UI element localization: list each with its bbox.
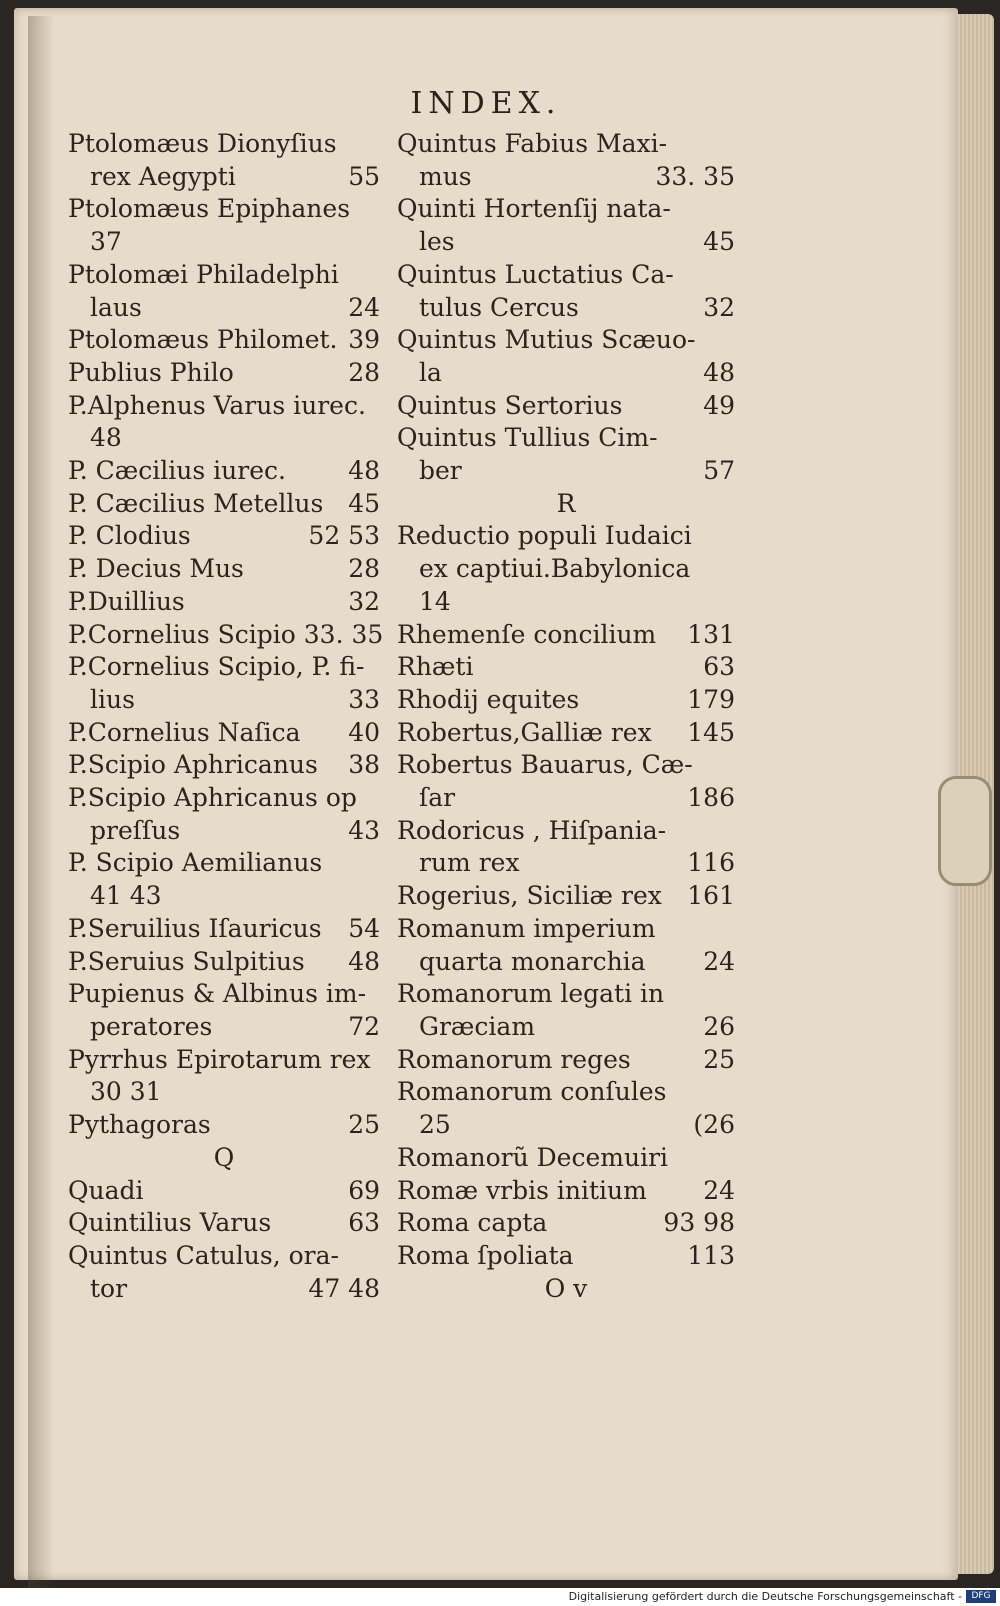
entry-text: Romanorum legati in	[397, 979, 665, 1009]
entry-text: Romanorũ Decemuiri	[397, 1142, 669, 1172]
entry-text: P.Scipio Aphricanus op	[68, 783, 357, 813]
index-entry	[68, 1207, 380, 1240]
index-entry-line	[397, 193, 735, 226]
index-entry-line	[68, 455, 380, 488]
page-reference: 24	[703, 946, 735, 976]
index-entry	[397, 749, 735, 814]
entry-text: mus	[419, 161, 472, 191]
entry-text: preſſus	[90, 815, 181, 845]
entry-text: 14	[419, 586, 451, 616]
entry-text: 48	[90, 423, 122, 453]
entry-text: P.Cornelius Naſica	[68, 717, 301, 747]
index-entry-line	[397, 913, 735, 946]
index-entry-line	[397, 847, 735, 880]
index-entry-line	[68, 782, 380, 815]
entry-text: Romanum imperium	[397, 913, 656, 943]
entry-text: la	[419, 357, 442, 387]
page-reference: 55	[348, 161, 380, 191]
page-reference	[372, 782, 380, 815]
entry-text: rum rex	[419, 848, 520, 878]
index-column-left	[68, 128, 384, 1305]
section-letter-text: Q	[213, 1142, 235, 1172]
entry-text: Rogerius, Siciliæ rex	[397, 881, 662, 911]
entry-text: Græciam	[419, 1011, 536, 1041]
entry-text: Romanorum reges	[397, 1044, 631, 1074]
index-entry-line	[68, 913, 380, 946]
entry-text: tor	[90, 1273, 128, 1303]
page-reference: 33. 35	[655, 161, 735, 191]
index-entry-line	[68, 1109, 380, 1142]
index-entry-line	[397, 128, 735, 161]
page-reference	[727, 586, 735, 619]
page-reference	[727, 913, 735, 946]
entry-text: quarta monarchia	[419, 946, 646, 976]
page-reference	[727, 324, 735, 357]
index-entry	[397, 1175, 735, 1208]
entry-text: Pythagoras	[68, 1110, 211, 1140]
index-entry	[68, 913, 380, 946]
index-entry	[68, 553, 380, 586]
entry-text: Ptolomæi Philadelphi	[68, 259, 339, 289]
index-entry	[397, 1240, 735, 1273]
index-entry-line	[397, 357, 735, 390]
entry-text: Quintus Tullius Cim-	[397, 423, 658, 453]
index-entry	[397, 815, 735, 880]
entry-text: Rodoricus , Hiſpania-	[397, 815, 667, 845]
index-entry	[68, 128, 380, 193]
page-reference: 45	[703, 227, 735, 257]
entry-text: Rhemenſe concilium	[397, 619, 657, 649]
index-entry-line	[397, 782, 735, 815]
index-entry-line	[397, 978, 735, 1011]
entry-text: Pupienus & Albinus im-	[68, 979, 367, 1009]
catchword-text: O v	[544, 1273, 588, 1303]
page-reference	[727, 259, 735, 292]
entry-text: Ptolomæus Philomet.	[68, 325, 338, 355]
index-entry	[68, 390, 380, 455]
index-entry-line	[397, 520, 735, 553]
page-reference: 32	[348, 586, 380, 616]
entry-text: Quintus Sertorius	[397, 390, 623, 420]
index-entry-line	[68, 684, 380, 717]
page-reference: 57	[703, 456, 735, 486]
entry-text: Quintus Catulus, ora-	[68, 1240, 339, 1270]
index-entry-line	[68, 357, 380, 390]
dfg-logo: DFG	[966, 1590, 996, 1603]
index-entry	[68, 1240, 380, 1305]
index-entry-line	[397, 292, 735, 325]
entry-text: Publius Philo	[68, 357, 234, 387]
page-reference: 72	[348, 1011, 380, 1041]
entry-text: P. Cæcilius Metellus	[68, 488, 324, 518]
index-entry-line	[68, 422, 380, 455]
index-entry-line	[397, 422, 735, 455]
index-entry-line	[397, 1011, 735, 1044]
index-entry-line	[397, 553, 735, 586]
section-letter	[397, 488, 735, 521]
entry-text: Quintus Luctatius Ca-	[397, 259, 674, 289]
index-entry-line	[68, 1240, 380, 1273]
page-reference: (26	[693, 1110, 735, 1140]
index-entry	[68, 488, 380, 521]
index-entry	[68, 847, 380, 912]
index-entry-line	[68, 1044, 380, 1077]
page-reference: 186	[687, 783, 735, 813]
page-reference: 179	[687, 684, 735, 714]
page-reference: 26	[703, 1011, 735, 1041]
index-entry-line	[397, 946, 735, 979]
index-entry-line	[397, 324, 735, 357]
index-entry-line	[68, 847, 380, 880]
index-entry-line	[397, 1109, 735, 1142]
index-entry-line	[68, 226, 380, 259]
index-entry-line	[68, 259, 380, 292]
footer	[0, 1588, 1000, 1606]
page-clip	[938, 776, 992, 886]
page-reference	[372, 390, 380, 423]
entry-text: Robertus,Galliæ rex	[397, 717, 652, 747]
entry-text: tulus Cercus	[419, 292, 579, 322]
entry-text: les	[419, 227, 455, 257]
entry-text: Quintilius Varus	[68, 1208, 272, 1238]
index-entry	[68, 651, 380, 716]
index-entry-line	[68, 586, 380, 619]
entry-text: Quadi	[68, 1175, 144, 1205]
entry-text: Robertus Bauarus, Cæ-	[397, 750, 693, 780]
index-entry-line	[68, 880, 380, 913]
page-reference: 28	[348, 554, 380, 584]
index-entry-line	[397, 1240, 735, 1273]
index-entry	[68, 1175, 380, 1208]
index-entry	[397, 651, 735, 684]
entry-text: laus	[90, 292, 142, 322]
page-reference	[372, 422, 380, 455]
entry-text: P.Seruilius Iſauricus	[68, 913, 322, 943]
entry-text: 41 43	[90, 881, 162, 911]
entry-text: Romanorum conſules	[397, 1077, 667, 1107]
entry-text: P.Alphenus Varus iurec.	[68, 390, 366, 420]
index-entry-line	[397, 815, 735, 848]
entry-text: P. Scipio Aemilianus	[68, 848, 323, 878]
index-entry	[68, 324, 380, 357]
page-reference	[372, 651, 380, 684]
page-reference	[727, 520, 735, 553]
page-reference	[372, 978, 380, 1011]
entry-text: P.Cornelius Scipio, P. fi-	[68, 652, 365, 682]
index-entry	[397, 1207, 735, 1240]
page-reference: 49	[703, 390, 735, 420]
index-entry	[397, 684, 735, 717]
index-entry	[397, 193, 735, 258]
page-reference: 25	[348, 1110, 380, 1140]
entry-text: Roma ſpoliata	[397, 1240, 574, 1270]
page-reference: 131	[687, 619, 735, 649]
page-reference: 39	[348, 325, 380, 355]
page-reference	[727, 422, 735, 455]
entry-text: rex Aegypti	[90, 161, 236, 191]
entry-text: peratores	[90, 1011, 213, 1041]
page-reference: 48	[348, 456, 380, 486]
index-entry-line	[68, 946, 380, 979]
page-reference: 48	[348, 946, 380, 976]
index-entry-line	[68, 619, 384, 652]
index-entry	[68, 193, 380, 258]
index-entry	[397, 259, 735, 324]
index-entry-line	[397, 749, 735, 782]
catchword	[397, 1273, 735, 1306]
index-entry-line	[397, 880, 735, 913]
entry-text: lius	[90, 684, 135, 714]
page-reference	[372, 1044, 380, 1077]
page-reference	[727, 1142, 735, 1175]
entry-text: Rhæti	[397, 652, 474, 682]
page-reference: 69	[348, 1175, 380, 1205]
page-reference: 52 53	[308, 521, 380, 551]
index-entry-line	[68, 161, 380, 194]
index-entry	[68, 749, 380, 782]
index-entry-line	[397, 1175, 735, 1208]
index-entry	[397, 978, 735, 1043]
index-entry-line	[68, 717, 380, 750]
entry-text: P.Duillius	[68, 586, 185, 616]
entry-text: Ptolomæus Epiphanes	[68, 194, 351, 224]
section-letter-text: R	[556, 488, 576, 518]
index-entry-line	[397, 586, 735, 619]
book-page	[14, 8, 958, 1580]
page-reference	[727, 193, 735, 226]
page-reference: 47 48	[308, 1273, 380, 1303]
entry-text: P.Scipio Aphricanus	[68, 750, 318, 780]
index-entry-line	[68, 193, 380, 226]
index-entry-line	[68, 651, 380, 684]
entry-text: 30 31	[90, 1077, 162, 1107]
index-entry-line	[68, 390, 380, 423]
index-entry	[68, 259, 380, 324]
page-reference	[372, 193, 380, 226]
page-reference: 32	[703, 292, 735, 322]
entry-text: 25	[419, 1110, 451, 1140]
index-entry-line	[68, 292, 380, 325]
page-heading: INDEX.	[410, 86, 562, 121]
page-reference: 33	[348, 684, 380, 714]
page-reference: 63	[348, 1208, 380, 1238]
page-reference	[372, 128, 380, 161]
index-entry	[397, 717, 735, 750]
entry-text: P. Clodius	[68, 521, 191, 551]
index-entry-line	[397, 651, 735, 684]
index-entry	[68, 978, 380, 1043]
index-entry-line	[397, 717, 735, 750]
page-reference: 161	[687, 881, 735, 911]
entry-text: Rhodij equites	[397, 684, 580, 714]
page-reference: 54	[348, 913, 380, 943]
index-entry	[68, 619, 384, 652]
index-entry-line	[397, 1076, 735, 1109]
page-reference	[727, 815, 735, 848]
index-entry-line	[397, 226, 735, 259]
page-reference: 24	[703, 1175, 735, 1205]
entry-text: ber	[419, 456, 462, 486]
page-reference	[372, 1240, 380, 1273]
entry-text: P. Decius Mus	[68, 554, 244, 584]
entry-text: Quinti Hortenſij nata-	[397, 194, 671, 224]
entry-text: P.Cornelius Scipio	[68, 619, 296, 649]
page-reference	[727, 978, 735, 1011]
page-reference: 43	[348, 815, 380, 845]
index-entry-line	[68, 978, 380, 1011]
entry-text: Romæ vrbis initium	[397, 1175, 647, 1205]
index-entry	[397, 128, 735, 193]
entry-text: P.Seruius Sulpitius	[68, 946, 305, 976]
index-entry-line	[68, 1011, 380, 1044]
page-reference: 113	[687, 1240, 735, 1270]
section-letter	[68, 1142, 380, 1175]
index-entry	[397, 913, 735, 978]
index-entry-line	[397, 1207, 735, 1240]
entry-text: P. Cæcilius iurec.	[68, 456, 286, 486]
index-entry-line	[397, 259, 735, 292]
index-entry	[397, 422, 735, 487]
page-reference: 45	[348, 488, 380, 518]
page-reference: 93 98	[663, 1208, 735, 1238]
entry-text: Quintus Mutius Scæuo-	[397, 325, 696, 355]
funding-credit: Digitalisierung gefördert durch die Deutsche Forschungsgemeinschaft -	[568, 1590, 962, 1603]
index-entry-line	[68, 1273, 380, 1306]
index-entry-line	[68, 749, 380, 782]
index-entry-line	[68, 488, 380, 521]
page-reference: 40	[348, 717, 380, 747]
page-reference	[727, 1076, 735, 1109]
index-entry	[397, 324, 735, 389]
index-entry-line	[397, 1142, 735, 1175]
index-entry	[68, 1109, 380, 1142]
page-reference	[372, 880, 380, 913]
index-entry	[68, 586, 380, 619]
index-entry	[397, 880, 735, 913]
page-reference: 28	[348, 357, 380, 387]
index-entry	[68, 455, 380, 488]
entry-text: ſar	[419, 783, 456, 813]
index-entry-line	[68, 520, 380, 553]
index-entry	[397, 1076, 735, 1141]
index-entry-line	[68, 1207, 380, 1240]
page-reference: 24	[348, 292, 380, 322]
page-reference: 33. 35	[303, 619, 384, 649]
index-entry-line	[68, 324, 380, 357]
page-reference	[372, 259, 380, 292]
index-entry-line	[68, 1175, 380, 1208]
entry-text: Pyrrhus Epirotarum rex	[68, 1044, 371, 1074]
page-reference	[727, 553, 735, 586]
index-entry-line	[397, 390, 735, 423]
index-entry	[397, 619, 735, 652]
index-entry-line	[397, 161, 735, 194]
entry-text: Roma capta	[397, 1208, 548, 1238]
entry-text: Quintus Fabius Maxi-	[397, 129, 668, 158]
entry-text: Ptolomæus Dionyſius	[68, 129, 337, 158]
page-reference	[372, 226, 380, 259]
gutter-shadow	[28, 16, 54, 1588]
index-entry	[68, 357, 380, 390]
page-reference	[727, 749, 735, 782]
index-entry	[397, 1142, 735, 1175]
page-reference: 25	[703, 1044, 735, 1074]
index-entry	[68, 520, 380, 553]
index-entry-line	[68, 128, 380, 161]
page-reference	[727, 128, 735, 161]
index-entry-line	[68, 1076, 380, 1109]
index-entry-line	[397, 684, 735, 717]
index-entry-line	[397, 455, 735, 488]
page-reference: 145	[687, 717, 735, 747]
index-entry	[397, 520, 735, 618]
entry-text: Reductio populi Iudaici	[397, 521, 692, 551]
index-entry	[68, 782, 380, 847]
page-reference: 38	[348, 750, 380, 780]
index-entry	[68, 1044, 380, 1109]
entry-text: ex captiui.Babylonica	[419, 554, 691, 584]
index-entry	[397, 1044, 735, 1077]
index-entry-line	[68, 815, 380, 848]
page-reference: 63	[703, 652, 735, 682]
index-entry-line	[397, 619, 735, 652]
page-reference	[372, 1076, 380, 1109]
entry-text: 37	[90, 227, 122, 257]
page-reference: 48	[703, 357, 735, 387]
index-entry-line	[68, 553, 380, 586]
index-column-right	[397, 128, 735, 1305]
index-entry	[68, 946, 380, 979]
index-entry	[68, 717, 380, 750]
index-entry-line	[397, 1044, 735, 1077]
index-entry	[397, 390, 735, 423]
page-reference: 116	[687, 848, 735, 878]
page-reference	[372, 847, 380, 880]
